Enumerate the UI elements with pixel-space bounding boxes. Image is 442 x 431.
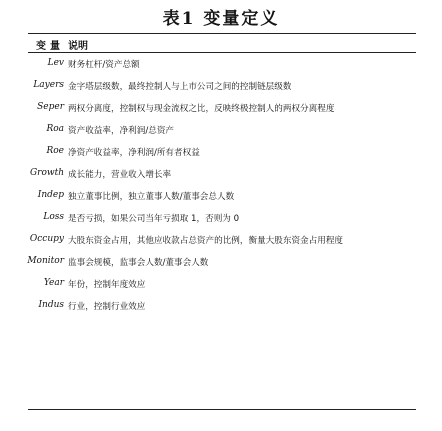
variable-name: Indus (38, 300, 64, 310)
variable-description: 大股东资金占用，其他应收款占总资产的比例，衡量大股东资金占用程度 (68, 236, 344, 246)
variable-name: Occupy (29, 234, 64, 244)
variable-name: Layers (33, 80, 64, 90)
table-row (0, 190, 442, 212)
table-bottom-rule (28, 409, 416, 410)
variable-description: 是否亏损，如果公司当年亏损取 1，否则为 0 (68, 214, 240, 224)
table-row (0, 234, 442, 256)
variable-name: Seper (37, 102, 64, 112)
variable-description: 金字塔层级数，最终控制人与上市公司之间的控制链层级数 (68, 82, 292, 92)
header-description: 说明 (68, 41, 88, 52)
variable-description: 监事会规模，监事会人数/董事会人数 (68, 258, 209, 268)
variable-name: Roe (46, 146, 64, 156)
table-row (0, 102, 442, 124)
variable-description: 独立董事比例，独立董事人数/董事会总人数 (68, 192, 235, 202)
header-variable: 变量 (36, 41, 64, 52)
variable-description: 两权分离度，控制权与现金流权之比，反映终极控制人的两权分离程度 (68, 104, 335, 114)
variable-name: Loss (43, 212, 64, 222)
table-row (0, 300, 442, 322)
variable-name: Growth (29, 168, 64, 178)
variable-name: Lev (47, 58, 64, 68)
table-row (0, 168, 442, 190)
variable-description: 资产收益率，净利润/总资产 (68, 126, 175, 136)
variable-description: 年份，控制年度效应 (68, 280, 146, 290)
table-row (0, 212, 442, 234)
table-row (0, 80, 442, 102)
table-top-rule (28, 33, 416, 34)
table-row (0, 146, 442, 168)
variable-description: 成长能力，营业收入增长率 (68, 170, 172, 180)
table-row (0, 124, 442, 146)
table-row (0, 58, 442, 80)
variable-name: Roa (46, 124, 64, 134)
variable-description: 净资产收益率，净利润/所有者权益 (68, 148, 200, 158)
variable-name: Indep (37, 190, 64, 200)
variable-name: Year (43, 278, 64, 288)
variable-description: 财务杠杆/资产总额 (68, 60, 140, 70)
table-row (0, 278, 442, 300)
variable-name: Monitor (27, 256, 64, 266)
table-row (0, 256, 442, 278)
table-title: 表1 变量定义 (162, 9, 280, 29)
table-header-rule (28, 52, 416, 53)
variable-description: 行业，控制行业效应 (68, 302, 146, 312)
